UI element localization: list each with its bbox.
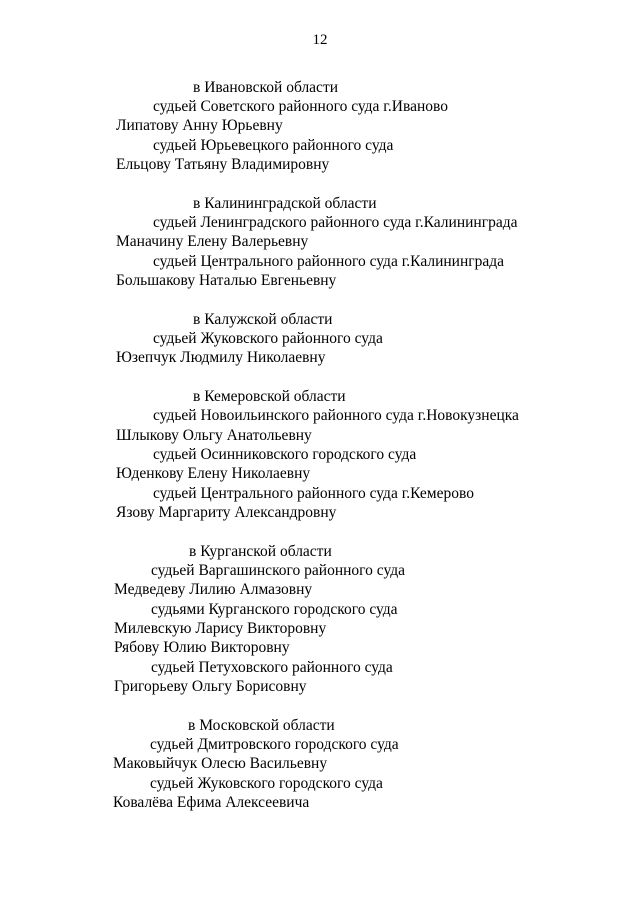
judge-name: Ковалёва Ефима Алексеевича (113, 794, 310, 811)
court-position: судьями Курганского городского суда (151, 601, 398, 618)
judge-name: Юденкову Елену Николаевну (116, 465, 311, 482)
judge-name: Липатову Анну Юрьевну (116, 117, 283, 134)
judge-name: Ельцову Татьяну Владимировну (116, 156, 330, 173)
court-position: судьей Жуковского районного суда (153, 330, 383, 347)
court-position: судьей Дмитровского городского суда (150, 736, 399, 753)
court-position: судьей Жуковского городского суда (150, 775, 383, 792)
region-heading: в Ивановской области (193, 79, 339, 96)
page-number: 12 (312, 32, 328, 48)
judge-name: Милевскую Ларису Викторовну (114, 620, 327, 637)
region-heading: в Калужской области (193, 311, 333, 328)
judge-name: Юзепчук Людмилу Николаевну (116, 349, 326, 366)
region-heading: в Курганской области (189, 543, 332, 560)
region-heading: в Кемеровской области (193, 388, 346, 405)
court-position: судьей Петуховского районного суда (151, 659, 393, 676)
court-position: судьей Ленинградского районного суда г.Калининграда (153, 214, 518, 231)
judge-name: Рябову Юлию Викторовну (114, 639, 290, 656)
court-position: судьей Советского районного суда г.Иваново (153, 98, 448, 115)
judge-name: Большакову Наталью Евгеньевну (116, 272, 337, 289)
court-position: судьей Центрального районного суда г.Калининграда (153, 253, 504, 270)
judge-name: Язову Маргариту Александровну (116, 504, 337, 521)
judge-name: Медведеву Лилию Алмазовну (114, 581, 313, 598)
region-heading: в Московской области (188, 717, 335, 734)
judge-name: Григорьеву Ольгу Борисовну (114, 678, 307, 695)
court-position: судьей Центрального районного суда г.Кемерово (153, 485, 474, 502)
region-heading: в Калининградской области (193, 195, 377, 212)
court-position: судьей Новоильинского районного суда г.Новокузнецка (153, 407, 519, 424)
judge-name: Маначину Елену Валерьевну (116, 233, 309, 250)
judge-name: Шлыкову Ольгу Анатольевну (116, 427, 312, 444)
court-position: судьей Юрьевецкого районного суда (153, 137, 394, 154)
court-position: судьей Осинниковского городского суда (153, 446, 417, 463)
judge-name: Маковыйчук Олесю Васильевну (113, 755, 328, 772)
court-position: судьей Варгашинского районного суда (151, 562, 405, 579)
